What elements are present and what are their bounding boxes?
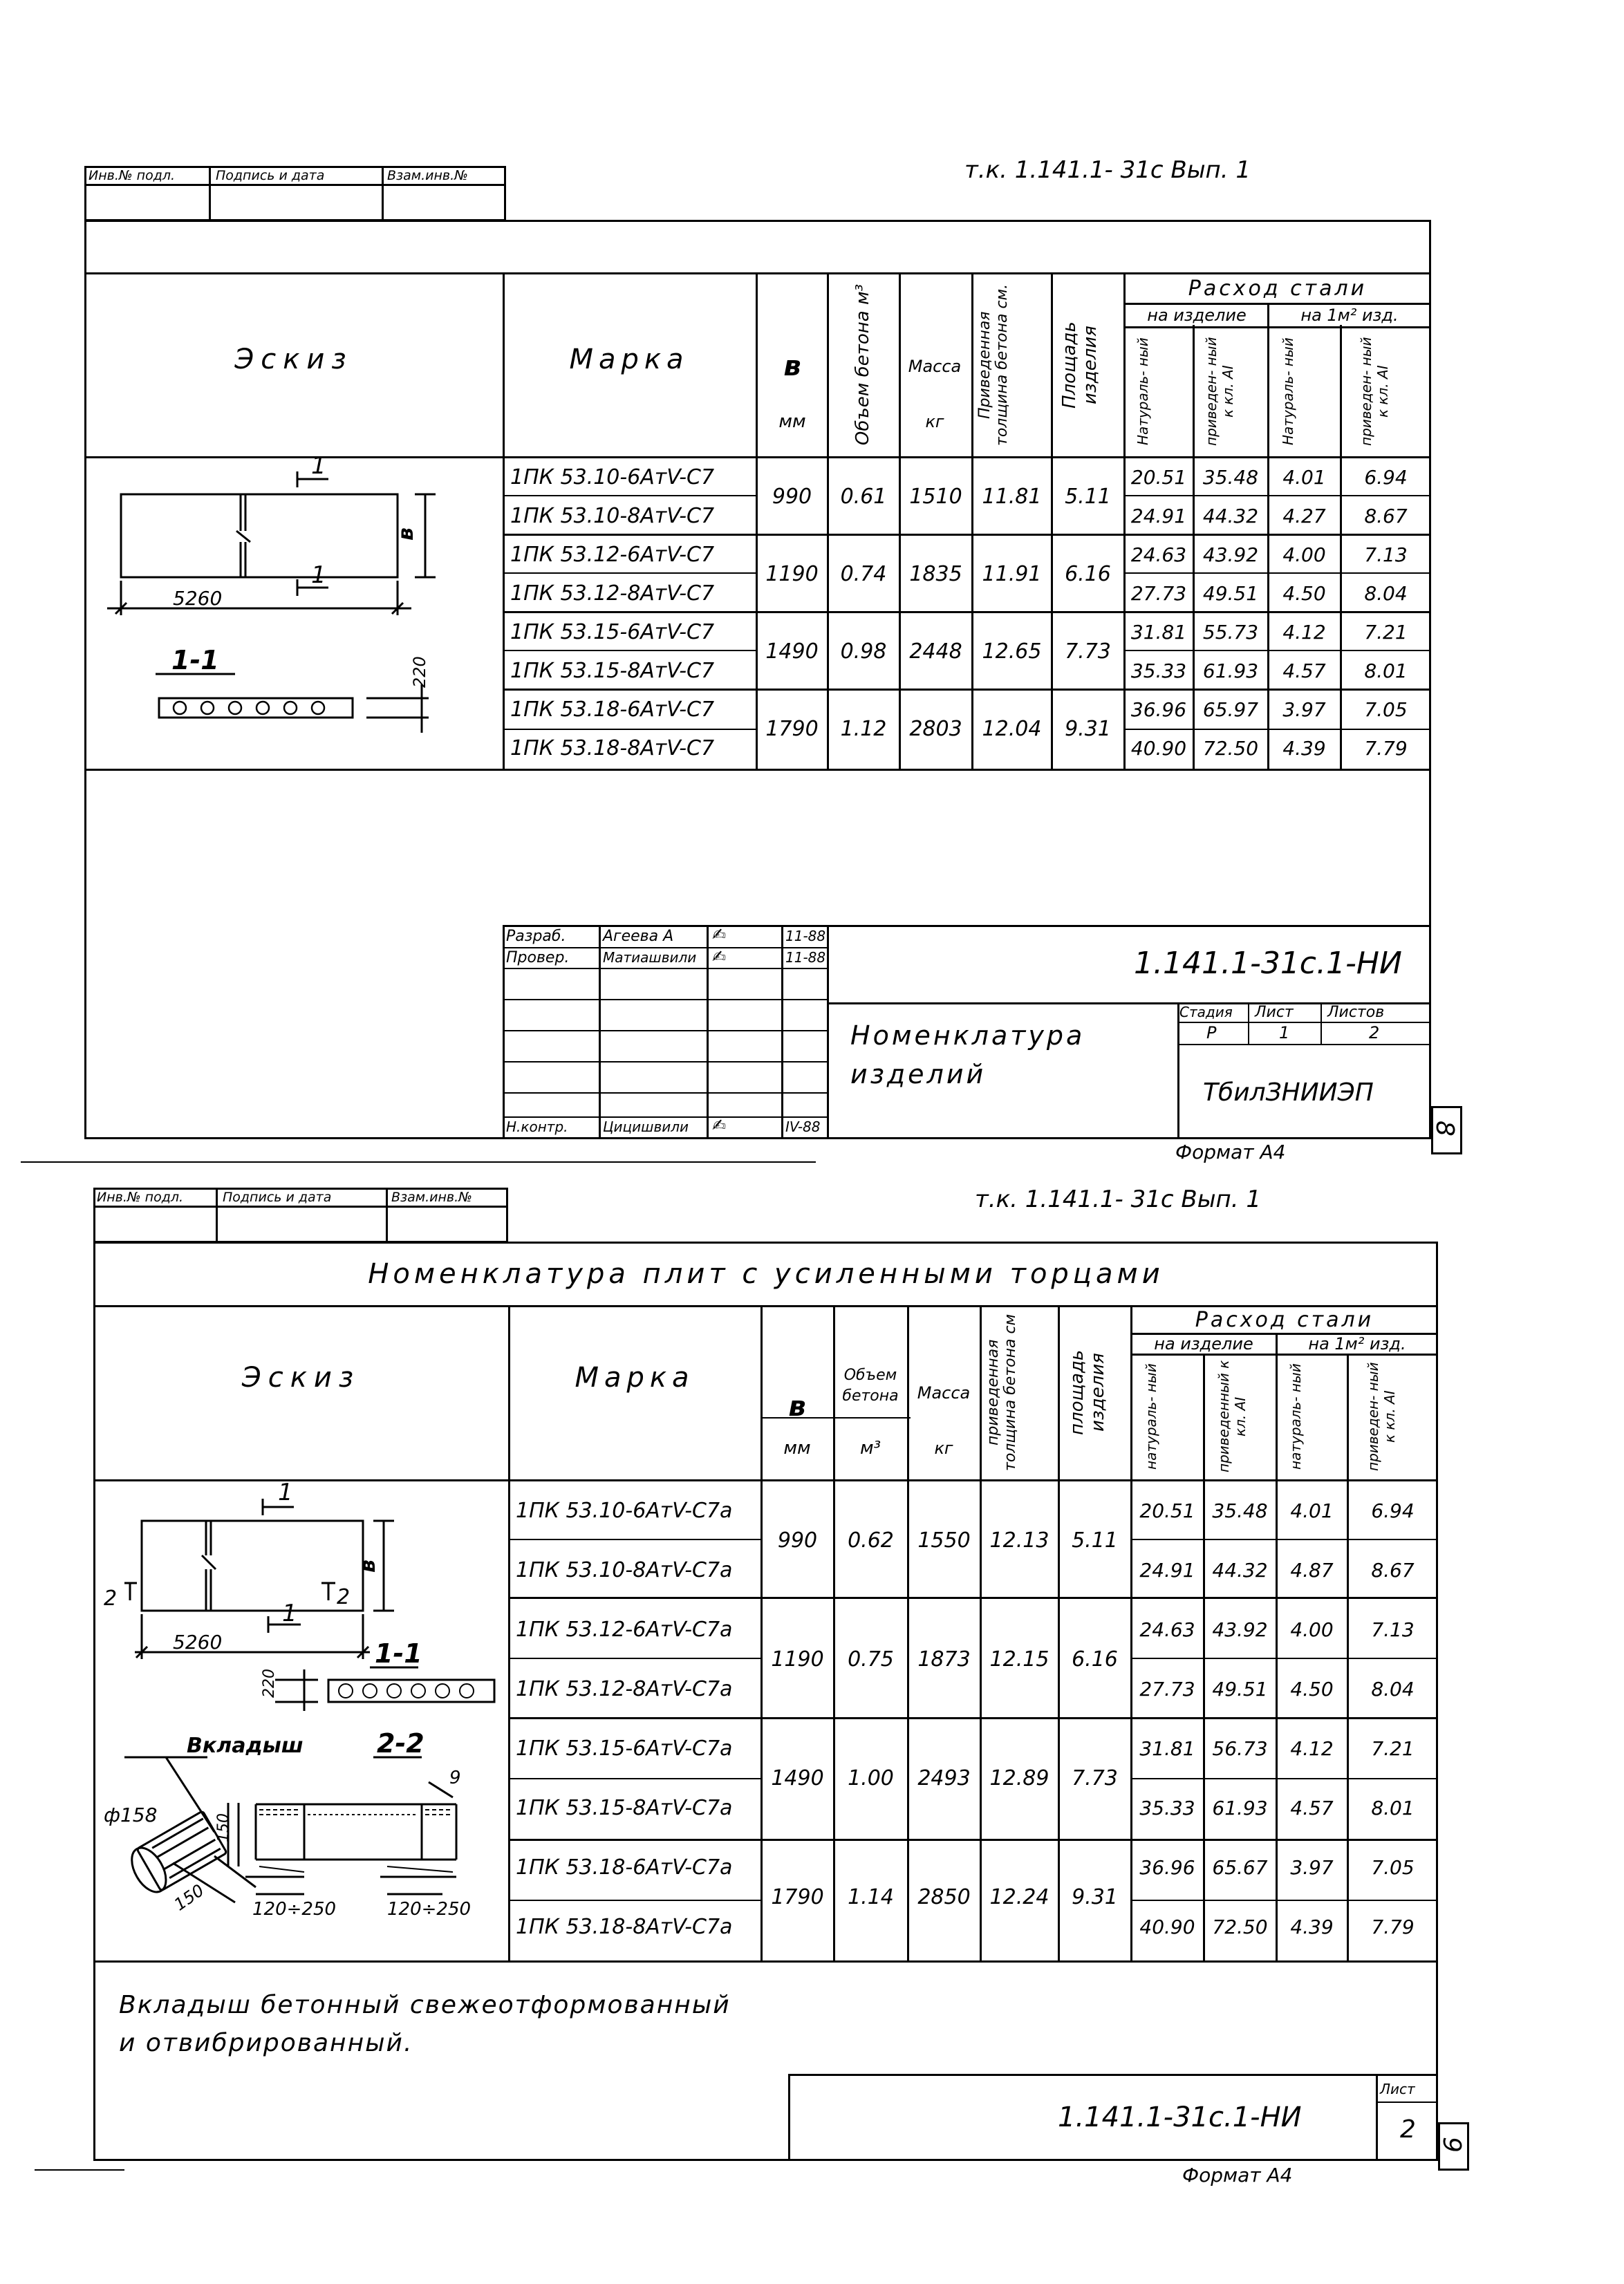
sheet1-page-no: 8 <box>1430 1121 1459 1136</box>
cell-natural1: 24.63 <box>1139 1618 1195 1641</box>
cell-mark: 1ПК 53.10-8АтV-С7 <box>510 503 715 528</box>
cut-label: 1 <box>278 1479 293 1506</box>
header-thickness: приведенная толщина бетона см <box>984 1313 1019 1471</box>
cell-reduced2: 7.79 <box>1364 736 1408 760</box>
table-line <box>1267 303 1269 326</box>
cell-mass: 2493 <box>917 1766 971 1790</box>
cell-reduced2: 8.01 <box>1371 1796 1415 1819</box>
cell-b: 990 <box>777 1528 818 1553</box>
tb-line <box>781 925 783 1139</box>
header-area: Площадь изделия <box>1059 321 1101 409</box>
cell-volume: 0.74 <box>840 561 887 586</box>
range2-label: 120÷250 <box>387 1899 472 1920</box>
cell-volume: 1.14 <box>848 1884 894 1909</box>
cell-thickness: 12.13 <box>989 1528 1049 1553</box>
note-line-1: Вкладыш бетонный свежеотформованный <box>119 1991 731 2019</box>
cell-b: 1190 <box>765 561 819 586</box>
cell-reduced1: 44.32 <box>1202 504 1259 527</box>
cell-mark: 1ПК 53.15-6АтV-С7а <box>516 1736 733 1761</box>
tb-nc-sign: ✍ <box>712 1116 727 1135</box>
tb-stage-value: Р <box>1206 1023 1217 1042</box>
cell-mark: 1ПК 53.12-8АтV-С7 <box>510 581 715 606</box>
sheet2-sheet-no: 2 <box>1400 2115 1416 2144</box>
tb-stage: Стадия <box>1179 1004 1233 1020</box>
cell-area: 6.16 <box>1065 561 1111 586</box>
cell-reduced2: 7.13 <box>1364 543 1408 566</box>
sheet2-sheet-label: Лист <box>1380 2081 1415 2097</box>
cell-natural2: 4.27 <box>1282 504 1326 527</box>
tb-line <box>503 1030 827 1031</box>
cell-natural1: 20.51 <box>1130 465 1187 489</box>
height-label: 220 <box>261 1669 278 1698</box>
stamp-line <box>93 1206 508 1208</box>
sheet2-title: Номенклатура плит с усиленными торцами <box>368 1258 1164 1290</box>
header-volume: Объем бетона м³ <box>852 284 873 446</box>
cell-natural1: 40.90 <box>1130 736 1187 760</box>
range1-label: 120÷250 <box>252 1899 337 1920</box>
cell-thickness: 12.89 <box>989 1766 1049 1790</box>
cell-reduced1: 49.51 <box>1212 1677 1268 1701</box>
cell-reduced1: 35.48 <box>1202 465 1259 489</box>
header-mass-unit: кг <box>934 1439 953 1458</box>
cell-mark: 1ПК 53.18-8АтV-С7а <box>516 1914 733 1939</box>
cell-thickness: 12.04 <box>982 716 1042 741</box>
nine-label: 9 <box>449 1768 461 1788</box>
cell-reduced2: 7.21 <box>1371 1737 1415 1760</box>
cell-mass: 2803 <box>909 716 962 741</box>
cell-natural1: 36.96 <box>1130 698 1187 721</box>
header-mass-unit: кг <box>925 412 944 431</box>
header-steel: Расход стали <box>1195 1307 1374 1332</box>
h150-label: 150 <box>215 1813 232 1842</box>
cell-volume: 0.61 <box>840 484 887 509</box>
cell-mass: 2850 <box>917 1884 971 1909</box>
stamp-line <box>216 1188 218 1243</box>
header-per-item: на изделие <box>1154 1334 1253 1354</box>
bottom-line <box>35 2169 124 2171</box>
cell-thickness: 12.15 <box>989 1647 1049 1672</box>
cell-reduced1: 65.97 <box>1202 698 1259 721</box>
note-line-2: и отвибрированный. <box>119 2029 413 2057</box>
cell-b: 1790 <box>771 1884 824 1909</box>
cell-reduced2: 8.67 <box>1364 504 1408 527</box>
tb-line <box>503 1092 827 1094</box>
insert-label: Вкладыш <box>187 1734 304 1758</box>
tb-dev-name: Агеева А <box>603 928 674 945</box>
cell-reduced1: 65.67 <box>1212 1855 1268 1879</box>
cell-volume: 0.75 <box>848 1647 894 1672</box>
cell-thickness: 11.91 <box>982 561 1042 586</box>
cell-reduced2: 7.21 <box>1364 620 1408 644</box>
cell-mark: 1ПК 53.15-6АтV-С7 <box>510 619 715 644</box>
tb-checked: Провер. <box>506 949 570 966</box>
header-steel: Расход стали <box>1188 276 1368 301</box>
tb-sheets-value: 2 <box>1369 1023 1380 1042</box>
header-b: в <box>783 350 801 382</box>
tb-line <box>788 2074 1438 2076</box>
cell-volume: 1.12 <box>840 716 887 741</box>
cell-natural1: 35.33 <box>1130 659 1187 682</box>
stamp-line <box>386 1188 388 1243</box>
cell-mark: 1ПК 53.15-8АтV-С7 <box>510 658 715 683</box>
len150-label: 150 <box>170 1880 208 1915</box>
header-code: т.к. 1.141.1- 31с Вып. 1 <box>964 156 1251 184</box>
cell-natural2: 4.01 <box>1290 1499 1334 1522</box>
cell-natural1: 24.63 <box>1130 543 1187 566</box>
cell-natural1: 27.73 <box>1139 1677 1195 1701</box>
cell-reduced1: 55.73 <box>1202 620 1259 644</box>
cell-natural1: 31.81 <box>1130 620 1187 644</box>
cell-natural1: 35.33 <box>1139 1796 1195 1819</box>
section-label: 1-1 <box>171 645 219 675</box>
cell-reduced2: 8.67 <box>1371 1558 1415 1582</box>
cell-reduced2: 8.01 <box>1364 659 1408 682</box>
header-b-unit: мм <box>783 1438 811 1459</box>
header-sketch: Эскиз <box>234 344 353 375</box>
tb-line <box>503 999 827 1000</box>
header-b-unit: мм <box>778 411 806 432</box>
tb-line <box>1177 1044 1431 1045</box>
header-thickness: Приведенная толщина бетона см. <box>976 283 1011 447</box>
header-natural1: натураль- ный <box>1143 1363 1159 1470</box>
cell-natural2: 4.00 <box>1290 1618 1334 1641</box>
stamp-replace: Взам.инв.№ <box>387 168 468 183</box>
header-mark: Марка <box>575 1362 695 1394</box>
cell-mark: 1ПК 53.12-6АтV-С7 <box>510 542 715 567</box>
cell-natural2: 4.57 <box>1282 659 1326 682</box>
sheet1-sketch <box>90 452 498 767</box>
tb-line <box>1248 1002 1249 1044</box>
cell-natural2: 4.01 <box>1282 465 1326 489</box>
cut-label-bottom: 1 <box>311 561 326 589</box>
cell-reduced2: 7.79 <box>1371 1915 1415 1938</box>
cell-area: 9.31 <box>1072 1884 1118 1909</box>
stamp-line <box>382 166 384 221</box>
separator-line <box>21 1161 816 1163</box>
header-per-m2: на 1м² изд. <box>1308 1334 1406 1354</box>
stamp-line <box>84 184 506 186</box>
tb-line <box>788 2074 790 2161</box>
cell-natural1: 24.91 <box>1130 504 1187 527</box>
header-natural2: натураль- ный <box>1287 1363 1304 1470</box>
section2-label: 2-2 <box>377 1728 424 1759</box>
cell-reduced2: 6.94 <box>1364 465 1408 489</box>
header-area: площадь изделия <box>1067 1349 1108 1435</box>
cell-reduced2: 8.04 <box>1371 1677 1415 1701</box>
cell-b: 1490 <box>765 639 819 664</box>
header-code: т.к. 1.141.1- 31с Вып. 1 <box>975 1186 1262 1213</box>
cell-thickness: 12.65 <box>982 639 1042 664</box>
cell-area: 7.73 <box>1072 1766 1118 1790</box>
header-reduced1: приведенный к кл. АI <box>1215 1360 1249 1473</box>
tb-line <box>503 968 827 969</box>
cell-reduced1: 72.50 <box>1212 1915 1268 1938</box>
cell-reduced1: 43.92 <box>1212 1618 1268 1641</box>
cell-natural2: 4.87 <box>1290 1558 1334 1582</box>
cell-b: 1790 <box>765 716 819 741</box>
diam-label: ф158 <box>104 1804 158 1826</box>
cell-b: 1490 <box>771 1766 824 1790</box>
tb-chk-name: Матиашвили <box>603 949 697 966</box>
cut2-left: 2 <box>104 1586 118 1611</box>
cell-natural2: 4.00 <box>1282 543 1326 566</box>
cell-volume: 1.00 <box>848 1766 894 1790</box>
sheet2-code: 1.141.1-31с.1-НИ <box>1058 2102 1302 2133</box>
cell-mark: 1ПК 53.10-8АтV-С7а <box>516 1557 733 1582</box>
stamp-inv: Инв.№ подл. <box>97 1190 184 1205</box>
header-reduced1: приведен- ный к кл. АI <box>1203 337 1236 446</box>
sheet1-format: Формат А4 <box>1175 1141 1286 1163</box>
tb-line <box>503 947 827 948</box>
cell-reduced2: 8.04 <box>1364 581 1408 605</box>
cell-reduced2: 7.13 <box>1371 1618 1415 1641</box>
tb-line <box>503 925 505 1139</box>
cell-mass: 2448 <box>909 639 962 664</box>
cell-b: 990 <box>772 484 812 509</box>
header-mass: Масса <box>908 357 962 376</box>
cell-reduced1: 49.51 <box>1202 581 1259 605</box>
length-label: 5260 <box>173 1631 223 1654</box>
cell-mark: 1ПК 53.10-6АтV-С7 <box>510 465 715 489</box>
tb-line <box>1376 2102 1438 2103</box>
cell-reduced1: 56.73 <box>1212 1737 1268 1760</box>
header-volume: Объем бетона <box>842 1367 899 1405</box>
tb-ncontrol: Н.контр. <box>506 1118 568 1135</box>
cell-reduced2: 7.05 <box>1364 698 1408 721</box>
cell-reduced1: 44.32 <box>1212 1558 1268 1582</box>
stamp-replace: Взам.инв.№ <box>391 1190 472 1205</box>
cell-natural1: 24.91 <box>1139 1558 1195 1582</box>
cell-natural1: 27.73 <box>1130 581 1187 605</box>
tb-developed: Разраб. <box>506 928 566 945</box>
cell-reduced1: 61.93 <box>1212 1796 1268 1819</box>
tb-chk-date: 11-88 <box>785 949 826 966</box>
cell-mass: 1510 <box>909 484 962 509</box>
table-line <box>93 1960 1438 1963</box>
cell-volume: 0.98 <box>840 639 887 664</box>
tb-code: 1.141.1-31с.1-НИ <box>1134 946 1402 981</box>
cell-reduced2: 6.94 <box>1371 1499 1415 1522</box>
tb-sheet-value: 1 <box>1279 1023 1290 1042</box>
cell-natural2: 4.39 <box>1290 1915 1334 1938</box>
cell-mark: 1ПК 53.12-6АтV-С7а <box>516 1617 733 1642</box>
cell-natural1: 31.81 <box>1139 1737 1195 1760</box>
stamp-line <box>209 166 211 221</box>
cell-mark: 1ПК 53.18-6АтV-С7 <box>510 697 715 722</box>
cell-natural2: 4.12 <box>1282 620 1326 644</box>
cell-area: 5.11 <box>1065 484 1111 509</box>
cell-mark: 1ПК 53.18-6АтV-С7а <box>516 1855 733 1880</box>
tb-dev-date: 11-88 <box>785 928 826 944</box>
cell-mark: 1ПК 53.12-8АтV-С7а <box>516 1676 733 1701</box>
cell-area: 7.73 <box>1065 639 1111 664</box>
tb-line <box>827 925 829 1139</box>
cell-natural1: 20.51 <box>1139 1499 1195 1522</box>
cell-mark: 1ПК 53.10-6АтV-С7а <box>516 1498 733 1523</box>
cell-mass: 1835 <box>909 561 962 586</box>
cell-thickness: 12.24 <box>989 1884 1049 1909</box>
stamp-sign: Подпись и дата <box>223 1190 332 1205</box>
cell-reduced1: 35.48 <box>1212 1499 1268 1522</box>
tb-nc-date: IV-88 <box>785 1118 821 1135</box>
tb-line <box>599 925 601 1139</box>
width-label: в <box>356 1560 380 1573</box>
tb-line <box>707 925 709 1139</box>
cell-natural1: 40.90 <box>1139 1915 1195 1938</box>
header-per-m2: на 1м² изд. <box>1300 306 1399 325</box>
header-volume-unit: м³ <box>859 1438 881 1459</box>
header-reduced2: приведен- ный к кл. АI <box>1358 337 1391 446</box>
tb-line <box>1376 2074 1378 2161</box>
cell-thickness: 11.81 <box>982 484 1042 509</box>
header-reduced2: приведен- ный к кл. АI <box>1365 1362 1398 1471</box>
header-mass: Масса <box>917 1383 971 1403</box>
tb-chk-sign: ✍ <box>712 947 727 966</box>
cut-label: 1 <box>311 452 326 480</box>
cell-natural2: 3.97 <box>1290 1855 1334 1879</box>
tb-dev-sign: ✍ <box>712 925 727 944</box>
cell-reduced1: 72.50 <box>1202 736 1259 760</box>
header-natural2: Натураль- ный <box>1280 337 1296 445</box>
tb-sheet: Лист <box>1255 1004 1294 1021</box>
cell-volume: 0.62 <box>848 1528 894 1553</box>
cell-area: 6.16 <box>1072 1647 1118 1672</box>
cell-area: 5.11 <box>1072 1528 1118 1553</box>
cell-natural2: 4.39 <box>1282 736 1326 760</box>
cell-b: 1190 <box>771 1647 824 1672</box>
cell-mass: 1550 <box>917 1528 971 1553</box>
table-line <box>84 769 1431 771</box>
sheet2-sketch <box>97 1479 505 1960</box>
cell-natural1: 36.96 <box>1139 1855 1195 1879</box>
cut-label-bottom: 1 <box>282 1600 297 1627</box>
cell-area: 9.31 <box>1065 716 1111 741</box>
sheet2-format: Формат А4 <box>1182 2164 1293 2187</box>
cell-natural2: 4.57 <box>1290 1796 1334 1819</box>
header-mark: Марка <box>569 344 689 375</box>
cell-mark: 1ПК 53.18-8АтV-С7 <box>510 736 715 760</box>
cell-mass: 1873 <box>917 1647 971 1672</box>
section1-label: 1-1 <box>375 1638 422 1669</box>
cut2-right: 2 <box>337 1585 351 1609</box>
length-label: 5260 <box>173 587 223 610</box>
cell-natural2: 4.50 <box>1290 1677 1334 1701</box>
header-b: в <box>788 1391 806 1423</box>
height-label: 220 <box>410 656 429 688</box>
tb-line <box>503 1061 827 1063</box>
tb-org: ТбилЗНИИЭП <box>1203 1078 1374 1107</box>
cell-reduced1: 61.93 <box>1202 659 1259 682</box>
tb-title: Номенклатура изделий <box>850 1020 1085 1089</box>
stamp-sign: Подпись и дата <box>216 168 325 183</box>
cell-natural2: 4.12 <box>1290 1737 1334 1760</box>
header-per-item: на изделие <box>1147 306 1247 325</box>
tb-line <box>503 1116 827 1118</box>
width-label: в <box>394 527 418 541</box>
tb-sheets: Листов <box>1327 1004 1385 1021</box>
stamp-inv: Инв.№ подл. <box>88 168 176 183</box>
header-sketch: Эскиз <box>241 1362 361 1394</box>
cell-reduced1: 43.92 <box>1202 543 1259 566</box>
header-natural1: Натураль- ный <box>1135 337 1151 445</box>
cell-natural2: 3.97 <box>1282 698 1326 721</box>
tb-nc-name: Цицишвили <box>603 1118 689 1135</box>
tb-line <box>503 925 1431 927</box>
cell-reduced2: 7.05 <box>1371 1855 1415 1879</box>
tb-line <box>1320 1002 1322 1044</box>
cell-natural2: 4.50 <box>1282 581 1326 605</box>
sheet2-page-no: 9 <box>1437 2137 1466 2153</box>
cell-mark: 1ПК 53.15-8АтV-С7а <box>516 1795 733 1820</box>
